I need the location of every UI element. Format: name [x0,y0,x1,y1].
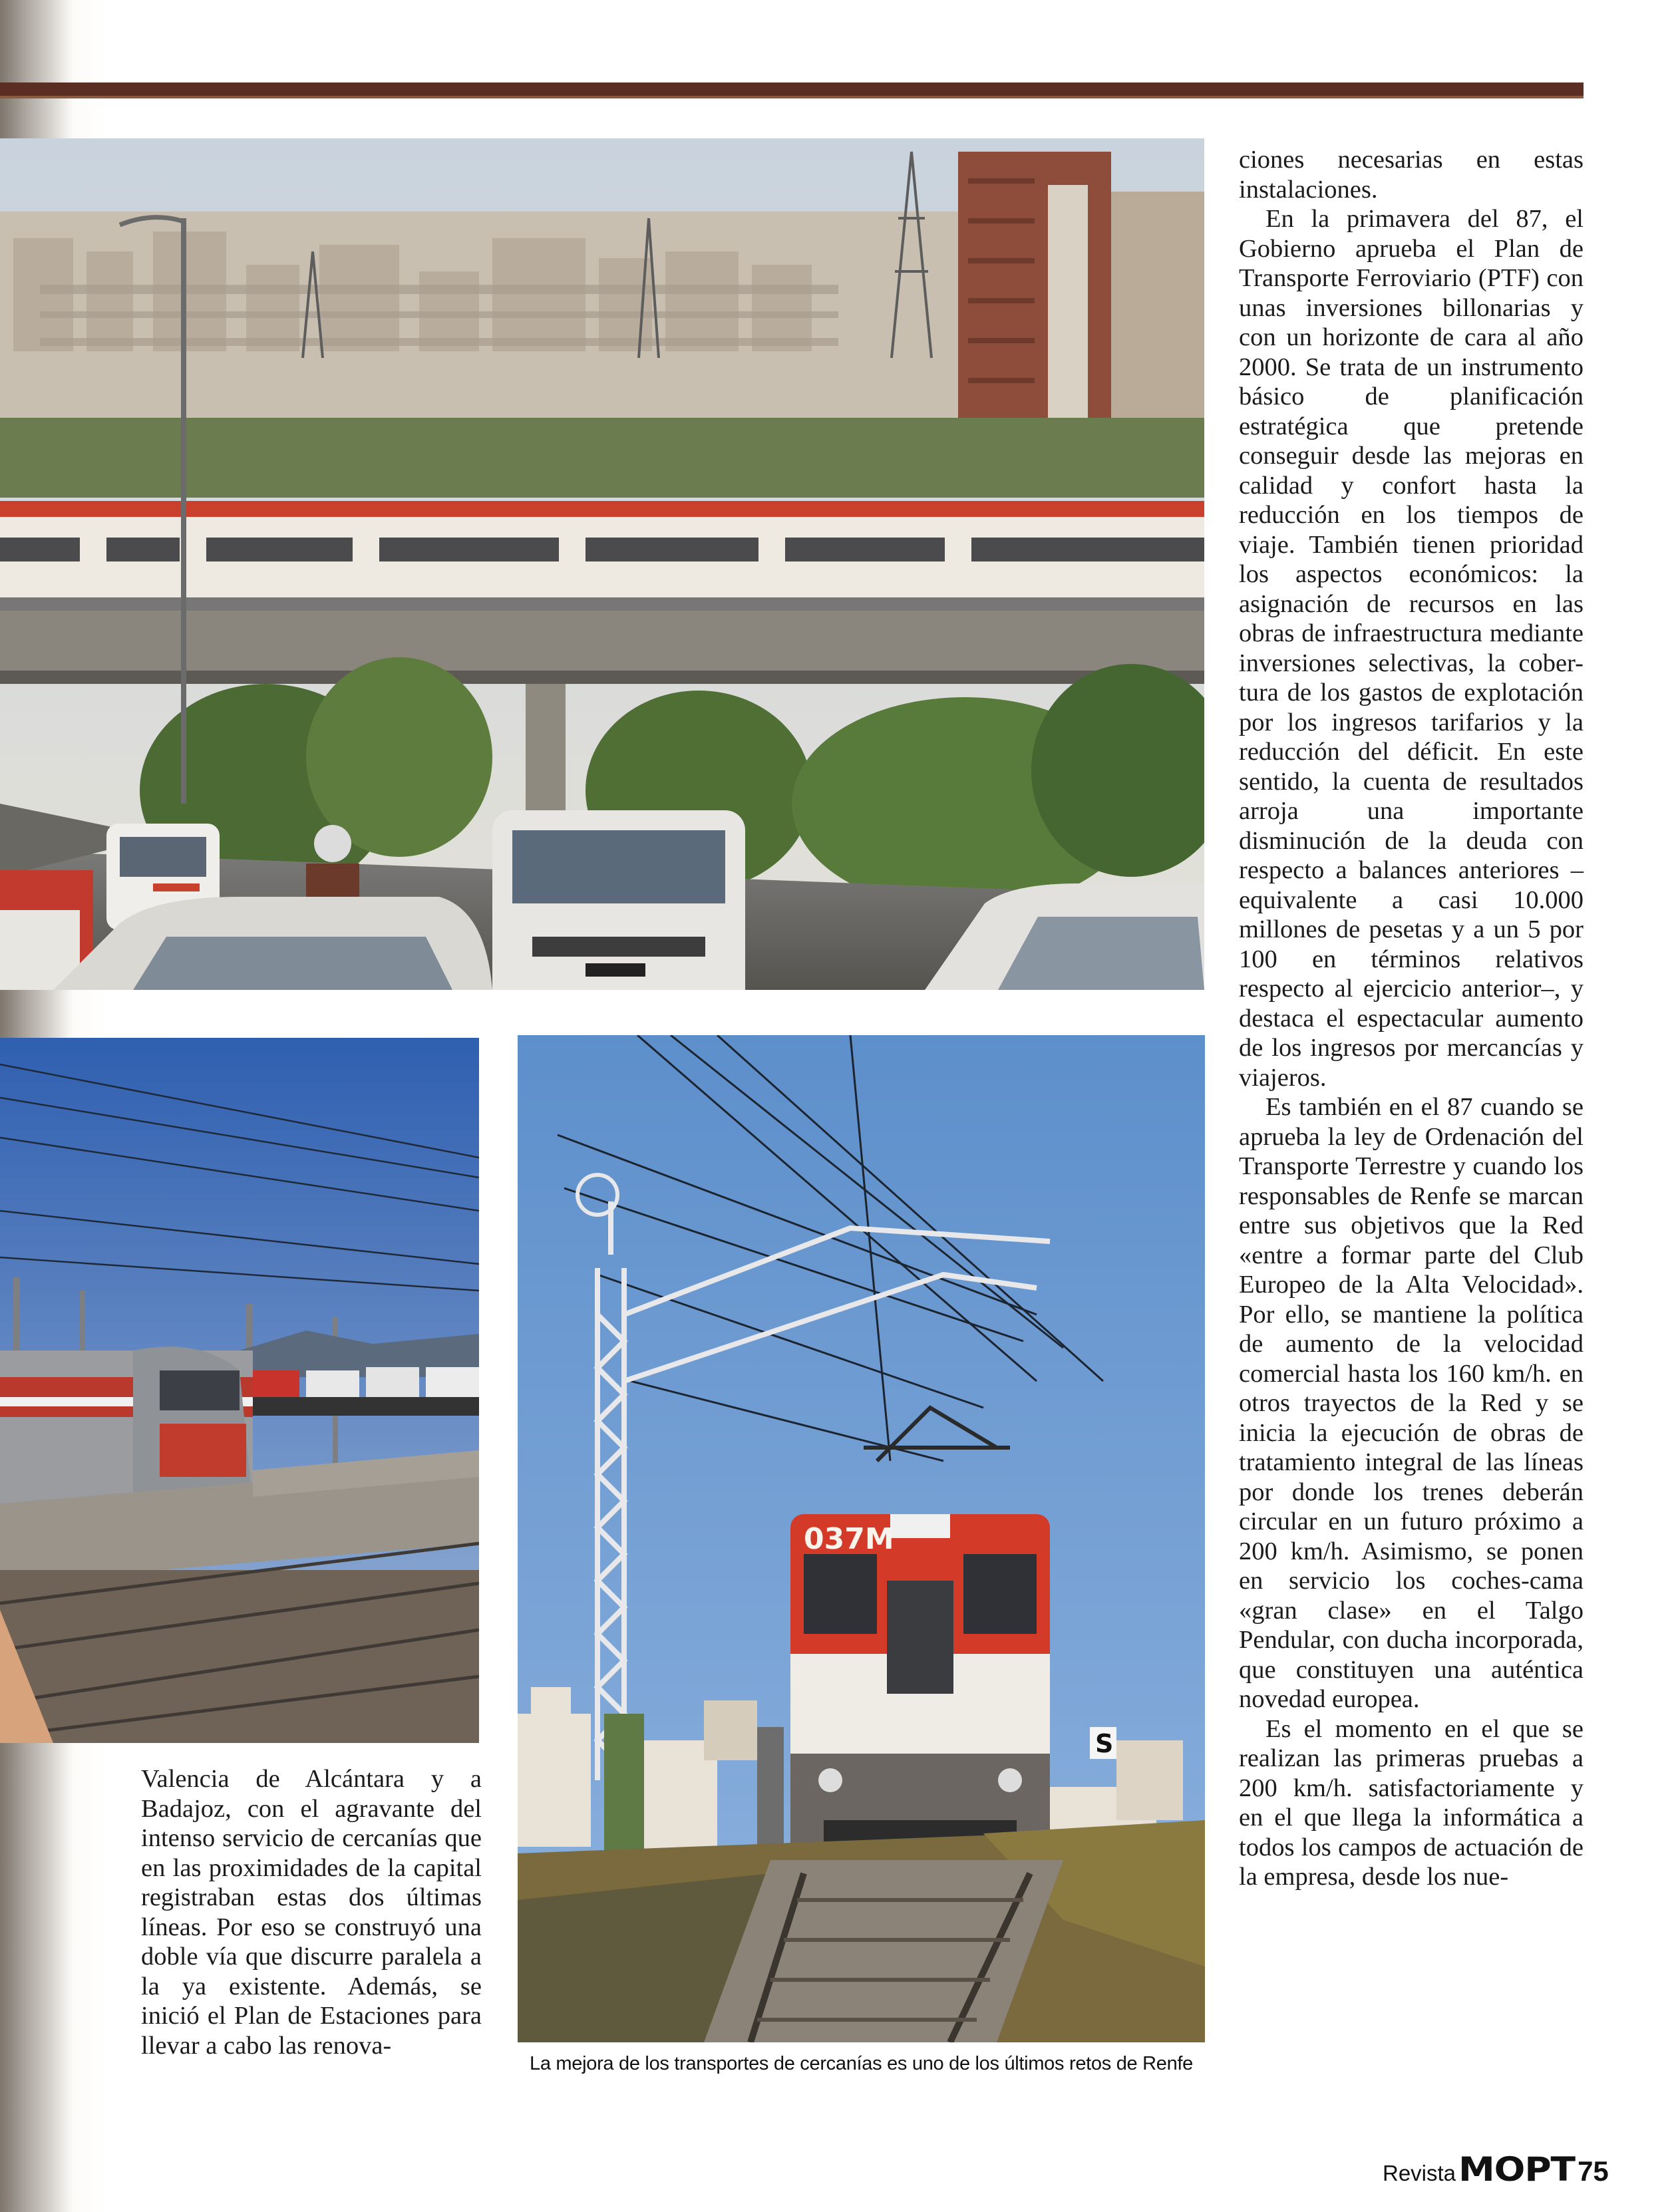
train-number-label: 037M [804,1522,894,1556]
talgo-station-photo [0,1038,479,1743]
paragraph: ciones necesarias en estas instalaciones. [1239,146,1584,204]
page-footer [1383,2150,1609,2189]
page-number: 75 [1578,2155,1609,2187]
paragraph: En la primavera del 87, el Gobierno aprueba el Plan de Transporte Ferroviario (PTF) con unas inversiones billonarias y con un horizonte de cara al año 2000. Se trata de un instrumento básico de planificación estratégica que pretende conseguir desde las mejoras en calidad y confort hasta la reducción en los tiempos de viaje. También tienen prioridad los aspectos económicos: la asignación de recursos en las obras de infraestructura mediante inversiones selectivas, la cober-tura de los gastos de explotación por los ingresos tarifarios y la reducción del déficit. En este sentido, la cuenta de resultados arroja una importante disminución de la deuda con respecto a balances anteriores –equivalente a casi 10.000 millones de pesetas y a un 5 por 100 en términos relativos respecto al ejercicio anterior–, y destaca el espectacular aumento de los ingresos por mercancías y viajeros. [1239,205,1584,1092]
footer-brand-logo: MOPT [1458,2150,1576,2189]
right-text-column [1239,145,1584,1892]
suburban-train-on-bridge-over-highway-photo [0,138,1204,990]
track-sign-label: S [1095,1729,1114,1758]
red-talgo-train-at-station-photo [0,1038,479,1743]
footer-revista-label: Revista [1383,2161,1456,2185]
left-text-column [141,1764,482,2060]
header-rule [0,82,1584,98]
commuter-train-photo [518,1035,1205,2042]
suburban-train-photo [0,138,1204,990]
photo-caption: La mejora de los transportes de cercanías es uno de los últimos retos de Renfe [530,2053,1193,2074]
paragraph: Es el momento en el que se realizan las primeras pruebas a 200 km/h. satisfactoriamente y en el que llega la informática a todos los campos de actuación de la empresa, desde los nue- [1239,1714,1584,1891]
paragraph: Es también en el 87 cuando se aprueba la ley de Ordenación del Transporte Terrestre y cuando los responsables de Renfe se marcan entre sus objetivos que la Red «entre a formar parte del Club Europeo de la Alta Velocidad». Por ello, se mantiene la política de aumento de la velocidad comercial hasta los 160 km/h. en otros trayectos de la Red y se inicia la ejecución de obras de tratamiento integral de las líneas por donde los trenes deberán circular en un futuro próximo a 200 km/h. Asimismo, se ponen en servicio los coches-cama «gran clase» en el Talgo Pendular, con ducha incorporada, que constituyen una auténtica novedad europea. [1239,1093,1584,1713]
red-commuter-train-037M-photo [518,1035,1205,2042]
paragraph: Valencia de Alcántara y a Badajoz, con el agravante del intenso servicio de cercanías que en las proximidades de la capital registraban estas dos últimas líneas. Por eso se construyó una doble vía que discurre paralela a la ya existente. Además, se inició el Plan de Estaciones para llevar a cabo las renova- [141,1765,482,2060]
